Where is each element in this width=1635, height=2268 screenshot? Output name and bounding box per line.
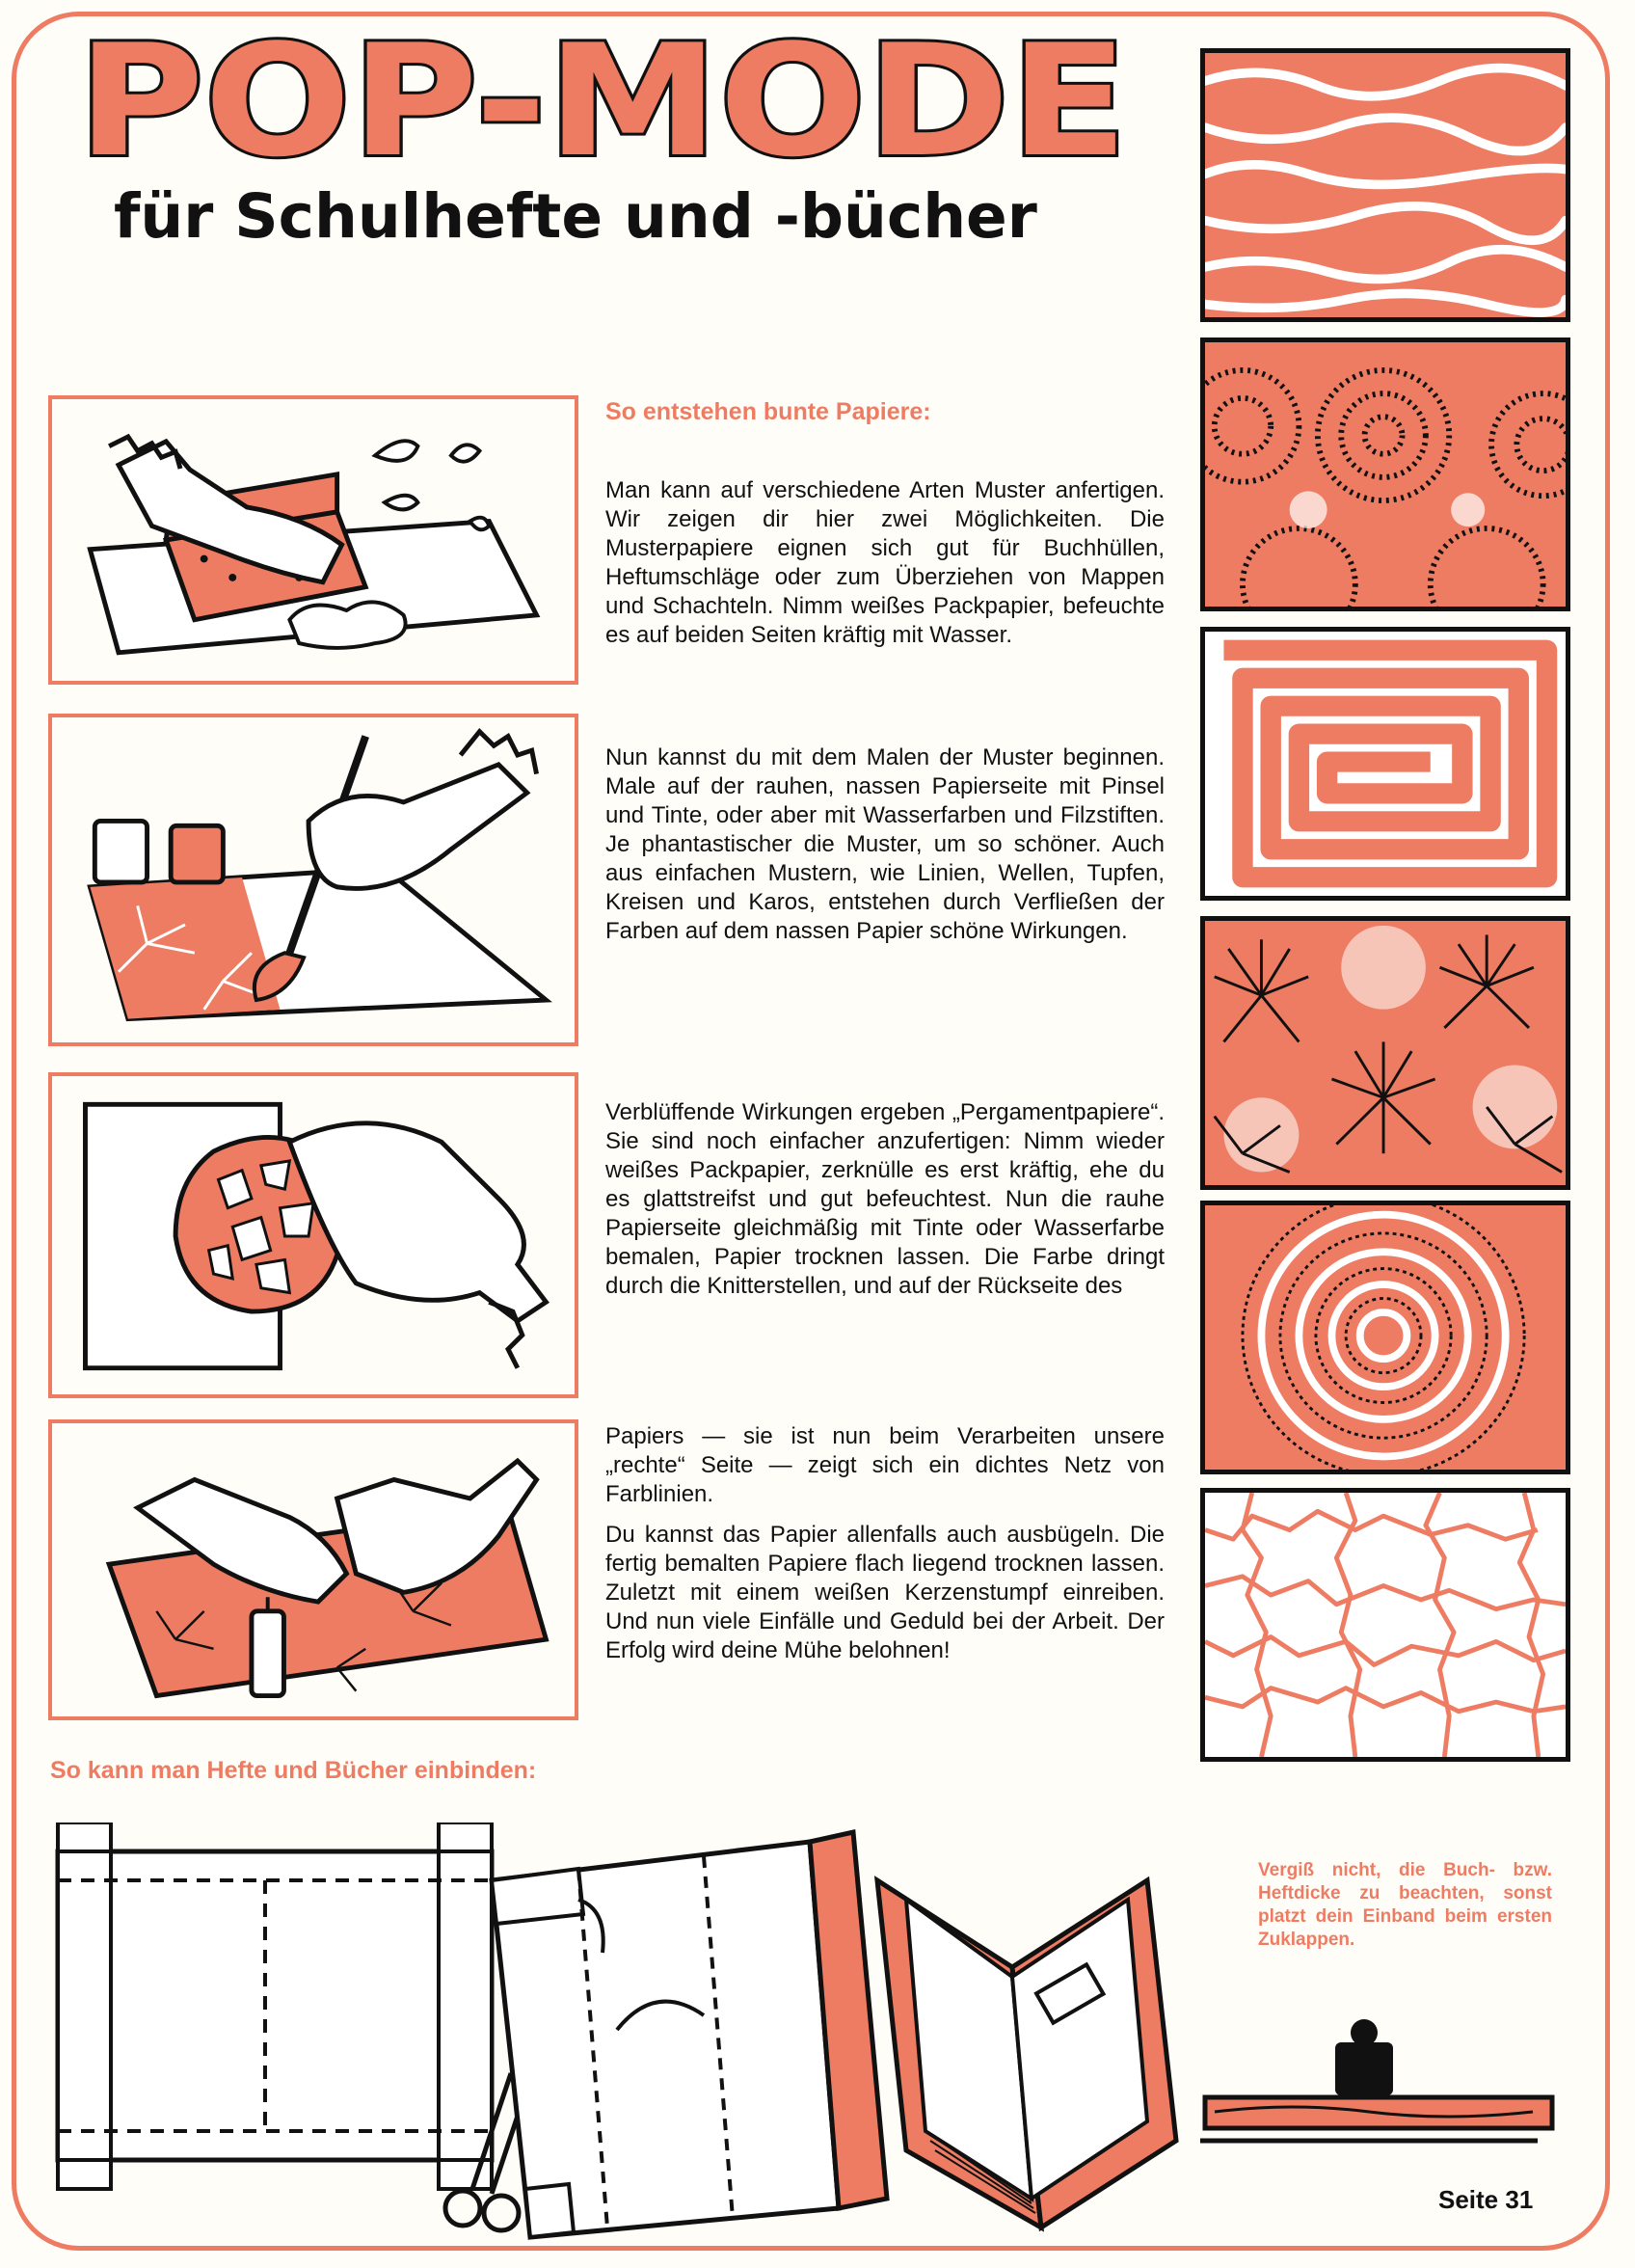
section-heading-binding: So kann man Hefte und Bücher einbinden: (50, 1757, 537, 1784)
subtitle: für Schulhefte und -bücher (114, 181, 1037, 252)
svg-text:POP-MODE: POP-MODE (77, 31, 1128, 176)
crumpling-paper-illustration (48, 1072, 578, 1398)
ironing-illustration (48, 1419, 578, 1720)
swirl-pattern (1200, 1201, 1570, 1474)
page-number: Seite 31 (1438, 2185, 1534, 2214)
paragraph-text: Verblüffende Wirkungen ergeben „Pergamentpapiere“. Sie sind noch einfacher anzufertigen: Nimm wieder weißes Packpapier, zerknülle es erst kräftig, ehe du es glattstreifst und gut befeuchtest. Nun die rauhe Papierseite gleichmäßig mit Tinte oder Wasserfarbe bemalen, Papier trocknen lassen. Die Farbe dringt durch die Knitterstellen, und auf der Rückseite des (605, 1099, 1165, 1299)
paragraph-4 (605, 1422, 1165, 1677)
section-heading-colored-papers: So entstehen bunte Papiere: (605, 398, 931, 425)
waves-pattern (1200, 48, 1570, 322)
paragraph-text: Nun kannst du mit dem Malen der Muster beginnen. Male auf der rauhen, nassen Papierseite mit Pinsel und Tinte, oder aber mit Wasserfarben und Filzstiften. Je phantastischer die Muster, um so schöner. Auch aus einfachen Mustern, wie Linien, Wellen, Tupfen, Kreisen und Karos, entstehen durch Verfließen der Farben auf dem nassen Papier schöne Wirkungen. (605, 744, 1165, 944)
binding-note: Vergiß nicht, die Buch- bzw. Heftdicke zu beachten, sonst platzt dein Einband beim ersten Zuklappen. (1258, 1860, 1552, 1950)
paragraph-1 (605, 476, 1165, 662)
circles-pattern (1200, 338, 1570, 611)
paragraph-2 (605, 743, 1165, 958)
spiral-square-pattern (1200, 627, 1570, 901)
crackle-pattern (1200, 1488, 1570, 1762)
title-logo (67, 31, 1138, 176)
finished-book-diagram (877, 1880, 1176, 2228)
paragraph-text: Papiers — sie ist nun beim Verarbeiten unsere „rechte“ Seite — zeigt sich ein dichtes Netz von Farblinien. (605, 1423, 1165, 1507)
folded-cover-diagram (492, 1832, 887, 2237)
brush-painting-illustration (48, 714, 578, 1046)
paragraph-text: Du kannst das Papier allenfalls auch ausbügeln. Die fertig bemalten Papiere flach liegend trocknen lassen. Zuletzt mit einem weißen Kerzenstumpf einreiben. Und nun viele Einfälle und Geduld bei der Arbeit. Der Erfolg wird deine Mühe belohnen! (605, 1522, 1165, 1663)
paragraph-3 (605, 1098, 1165, 1312)
sponge-wetting-illustration (48, 395, 578, 685)
paragraph-text: Man kann auf verschiedene Arten Muster anfertigen. Wir zeigen dir hier zwei Möglichkeiten. Die Musterpapiere eignen sich gut für Buchhüllen, Heftumschläge oder zum Überziehen von Mappen und Schachteln. Nimm weißes Packpapier, befeuchte es auf beiden Seiten kräftig mit Wasser. (605, 477, 1165, 648)
starburst-pattern (1200, 916, 1570, 1190)
title-lettering (67, 31, 1138, 176)
cover-sheet-diagram (58, 1822, 492, 2189)
weight-press-icon (1200, 2019, 1552, 2141)
